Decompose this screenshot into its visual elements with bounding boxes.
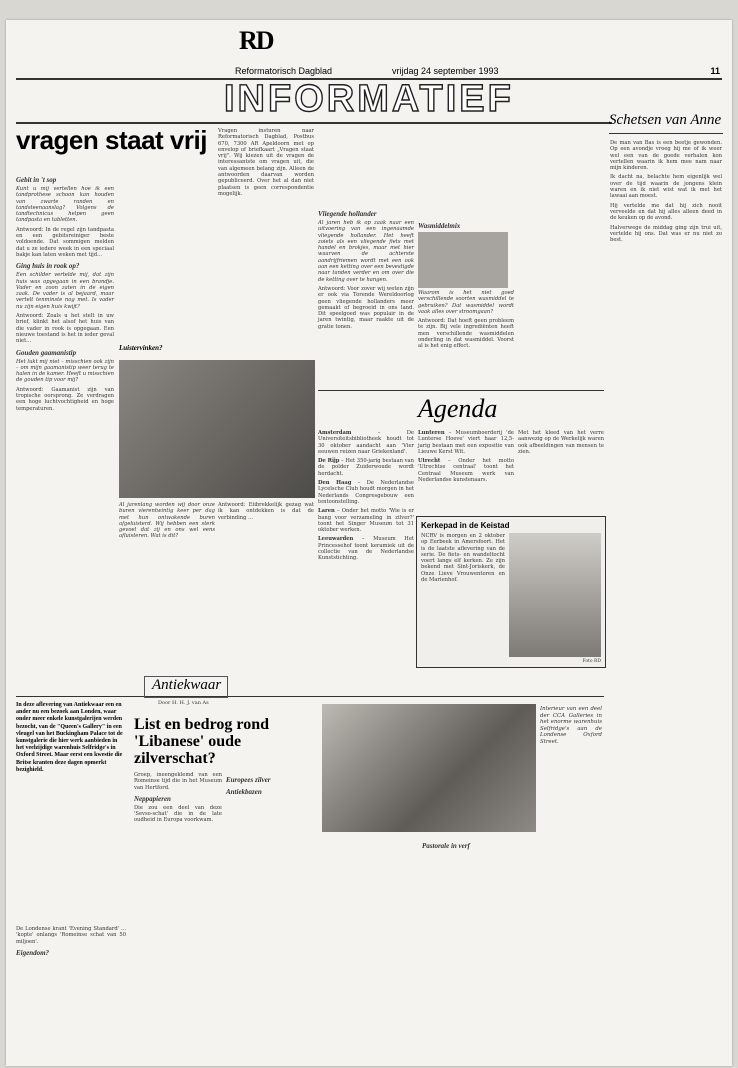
qa-column-2 xyxy=(119,340,217,354)
qa-item-head: Gebit in 't sop xyxy=(16,176,57,184)
agenda-text: Het 350-jarig bestaan van de polder Zuiderwoude wordt herdacht. xyxy=(318,458,414,477)
photo-caption: Luistervinken? xyxy=(119,344,163,352)
photo-credit: Foto RD xyxy=(582,658,601,664)
antiek-byline: Door H. H. J. van As xyxy=(158,700,209,706)
agenda-rule xyxy=(318,390,604,391)
qa-item-answer: Antwoord: Zoals u het stelt in uw brief, klinkt het alsof het huis van die vader in rook is opgegaan. Een nieuwe toestand is het in ieder geval niet... xyxy=(16,313,114,345)
qa-item-answer: Antwoord: Gaamanist zijn van tropische oorsprong. Ze verdragen een hoge luchtvochtigheid en hoge temperaturen. xyxy=(16,386,114,412)
section-rule xyxy=(16,122,612,124)
agenda-city: Utrecht xyxy=(418,458,441,465)
qa-intro: Vragen insturen naar Reformatorisch Dagblad, Postbus 670, 7300 AR Apeldoorn met op envelop of briefkaart „Vragen staat vrij". Wij kiezen uit de vragen de interessantste om vragen uit, die van algemeen belang zijn. Alleen de antwoorden daarvan worden gepubliceerd. Over het al dan niet plaatsen is geen correspondentie mogelijk. xyxy=(218,128,314,197)
qa-item-head: Ging huis in rook op? xyxy=(16,262,80,271)
newspaper-page xyxy=(6,20,732,1066)
agenda-city: Leeuwarden xyxy=(318,536,354,543)
qa-item-head: Gouden gaamanistip xyxy=(16,348,77,357)
anne-column xyxy=(610,140,722,1060)
kerkepad-title: Kerkepad in de Keistad xyxy=(421,521,510,530)
agenda-city: Amsterdam xyxy=(318,430,352,436)
column-title: Schetsen van Anne xyxy=(609,112,722,128)
anne-paragraph: De man van Bas is een beetje gewonden. Op een avondje vroeg hij me of ik weer wel een van de goede verhalen kon vertellen waarin ik hem mee nam naar mijn kinderen. xyxy=(610,140,722,172)
kerkepad-text: NCRV is morgen en 2 oktober op Eerbeek in Amersfoort. Het is de laatste aflevering van de serie. De fiets- en wandeltocht voert langs elf kerken. Ze zijn bekend met Sint-Joriskerk, de Onze Lieve Vrouwentoren en de Marienhof. xyxy=(421,533,505,584)
column-rule xyxy=(609,133,723,134)
kerkepad-box xyxy=(416,516,606,668)
antiek-body-4 xyxy=(322,838,418,1056)
listening-photo xyxy=(119,360,315,498)
agenda-text: De Universiteitsbibliotheek houdt tot 30 oktober aandacht aan 'Vier eeuwen reizen naar Griekenland'. xyxy=(318,430,414,455)
agenda-city: De Rijp xyxy=(318,458,340,465)
antiek-body-1 xyxy=(16,926,126,1056)
agenda-text: Museum Het Princessehof toont keramiek uit de collectie van de Nederlandse Kunststichting. xyxy=(318,536,414,562)
anne-paragraph: Ik dacht na, belachte hem eigenlijk wel over de tijd waarin de jongens klein waren en ik niet wist wat ik met het lawaai aan moest. xyxy=(610,174,722,200)
qa-item-question: Een schilder vertelde mij, dat zijn huis was opgegaan in een brandje. Vader en zoon zaten in de eigen zaak. De vader is al bejaard, maar vertelt tenminste nog met. Is vader nu zijn eigen huis kwijt? xyxy=(16,272,114,310)
antiek-subhead: Eigendom? xyxy=(16,948,50,957)
agenda-city: Den Haag xyxy=(318,480,352,487)
agenda-text: Onder het motto 'Wie is er bang voor verzameling in zilver?' toont het Singer Museum tot 31 oktober werken. xyxy=(318,508,414,534)
issue-date: vrijdag 24 september 1993 xyxy=(392,66,499,76)
agenda-side-text: Met het kleed van het verre aanwezig op de Werkelijk waren ook afbeeldingen van mensen te zien. xyxy=(518,430,604,455)
antiek-paragraph: Groep, ineengeklemd van een Romeinse tijd die in het Museum van Hertford. xyxy=(134,772,222,791)
photo-answer: Antwoord: Eiibrekkelijk gezag wat ik kan ontdekken is dat de verbinding ... xyxy=(218,502,314,521)
qa-item-question: Kunt u mij vertellen hoe ik een tandprothese schoon kan houden van zwarte randen en tandsteenaanslag? Volgens de tandtechnicus helpen geen tandpasta en tabletten. xyxy=(16,186,114,224)
qa-column-1 xyxy=(16,172,114,792)
paper-logo: RD xyxy=(239,26,273,55)
gallery-photo xyxy=(322,704,536,832)
paper-name: Reformatorisch Dagblad xyxy=(235,66,333,76)
agenda-column-2: Lunteren – Museumboerderij 'de Lunterse Hoeve' viert haar 12,5-jarig bestaan met een expositie van Lieuwe Kerst Wit. Utrecht – Onder het motto 'Utrechtse centraal' toont het Centraal Museum werk van Nederlandse kunstenaars. xyxy=(418,430,514,484)
antiek-paragraph: De Londense krant 'Evening Standard' ... 'kopte' onlangs 'Romeinse schat van 50 miljoen'. xyxy=(16,926,126,945)
antiek-headline: List en bedrog rond 'Libanese' oude zilverschat? xyxy=(134,716,269,767)
antiek-subhead: Neppapieren xyxy=(134,794,171,803)
antiek-subhead: Pastorale in verf xyxy=(422,842,470,850)
church-photo xyxy=(509,533,601,657)
wasmiddel-head: Wasmiddelmix xyxy=(418,222,461,230)
agenda-text: De Nederlandse Lyceïsche Club houdt morgen in het Nederlands Congresgebouw een tentoonstelling. xyxy=(318,480,414,505)
antiek-body-2 xyxy=(134,772,222,1056)
qa-title: vragen staat vrij xyxy=(16,125,207,155)
photo-text: Al jarenlang worden wij door onze buren vierentwintig keer per dag met hun ontwakende buren afgeluisterd. Wij hebben een sterk gevoel dat zij en ons wel eens afluisteren. Wat is dit? xyxy=(119,502,215,540)
agenda-city: Laren xyxy=(318,508,335,515)
qa-item-question: Het lukt mij niet – misschien ook zijn – om mijn gaamanistip weer terug te halen in de kamer. Heeft u misschien de gouden tip voor mij? xyxy=(16,358,114,384)
agenda-title: Agenda xyxy=(418,394,498,423)
anne-paragraph: Hij vertelde me dat hij zich nooit verveelde en dat hij alles alleen deed in de keuken op de avond. xyxy=(610,202,722,222)
antiek-body-3 xyxy=(226,772,314,1056)
gallery-caption: Interieur van een deel der CCA Galleries in het enorme warenhuis Selfridge's aan de Londense Oxford Street. xyxy=(540,706,602,745)
antiek-subhead: Europees zilver xyxy=(226,776,271,784)
agenda-column-1: Amsterdam – De Universiteitsbibliotheek houdt tot 30 oktober aandacht aan 'Vier eeuwen reizen naar Griekenland'. De Rijp – Het 350-jarig bestaan van de polder Zuiderwoude wordt herdacht. Den Haag – De Nederlandse Lyceïsche Club houdt morgen in het Nederlands Congresgebouw een tentoonstelling. Laren – Onder het motto 'Wie is er bang voor verzameling in zilver?' toont het Singer Museum tot 31 oktober werken. Leeuwarden – Museum Het Princessehof toont keramiek uit de collectie van de Nederlandse Kunststichting. xyxy=(318,430,414,562)
anne-paragraph: Halverwege de middag ging zijn trui uit, vertelde hij ons. Dat was er nu niet zo best. xyxy=(610,224,722,244)
vliegende-question: Al jaren heb ik op zaak naar een uitvoering van een ingenaamde vliegende hollander. Het heeft zoiets als een vliegende fiets met handel en brokjes, maar met hier waarven de achterste aandrijfriemen wordt met een ook aan een ketting over een bevestigde naar tanden verder en om over die de ketting over te hangen. xyxy=(318,220,414,283)
section-title: INFORMATIEF xyxy=(224,78,514,120)
antiek-body-5 xyxy=(422,838,518,1056)
antiek-intro: In deze aflevering van Antiekwaar een en ander nu een bezoek aan Londen, waar onder meer enkele kunstgalerijen werden bezocht, van de "Queen's Gallery" in een vleugel van het Buckingham Palace tot de kunstgalerie die hier werk aanbieden in het veelzijdige warenhuis Selfridge's in Oxford Street. Maar eerst een kwestie die Britse kranten deze dagen opmerkt bezighield. xyxy=(16,702,123,773)
agenda-text: Onder het motto 'Utrechtse centraal' toont het Centraal Museum werk van Nederlandse kunstenaars. xyxy=(418,458,514,484)
vliegende-head: Vliegende hollander xyxy=(318,210,377,218)
vliegende-article xyxy=(318,206,414,386)
wasmiddel-caption: Waarom is het niet goed verschillende soorten wasmiddel te gebruiken? Dat wasmiddel wordt vaak alles over stroomgaan? xyxy=(418,290,514,315)
agenda-city: Lunteren xyxy=(418,430,445,436)
vliegende-answer: Antwoord: Voor zover wij weten zijn er ook via Torende Wereldoorlog geen vliegende hollanders meer gemaakt of begroeid in ons land. Dit speelgoed was populair in de jaren twintig, maar raakte uit de gratie tonen. xyxy=(318,285,414,330)
wasmiddel-article xyxy=(418,218,514,388)
wasmiddel-photo xyxy=(418,232,508,288)
wasmiddel-answer: Antwoord: Dat hoeft geen probleem te zijn. Bij vele ingrediënten heeft men verschillende wasmiddelen onderling in dat wasmiddel. Voorst al is het enig effect. xyxy=(418,318,514,350)
qa-item-answer: Antwoord: In de regel zijn tandpasta en een gebitsreiniger beste voldoende. Dat sommigen melden dat u ze iedere week in een speciaal bakje kan laten weken met tijd... xyxy=(16,226,114,258)
antiek-rule xyxy=(16,696,604,697)
antiek-paragraph: Die zou een deel van deze 'Sevso-schat' die in de late oudheid in Europa voorkwam. xyxy=(134,804,222,824)
antiek-subhead: Antiekbazen xyxy=(226,788,262,796)
agenda-text: Museumboerderij 'de Lunterse Hoeve' viert haar 12,5-jarig bestaan met een expositie van Lieuwe Kerst Wit. xyxy=(418,430,514,455)
page-number: 11 xyxy=(710,66,720,76)
antiek-title: Antiekwaar xyxy=(152,677,222,693)
